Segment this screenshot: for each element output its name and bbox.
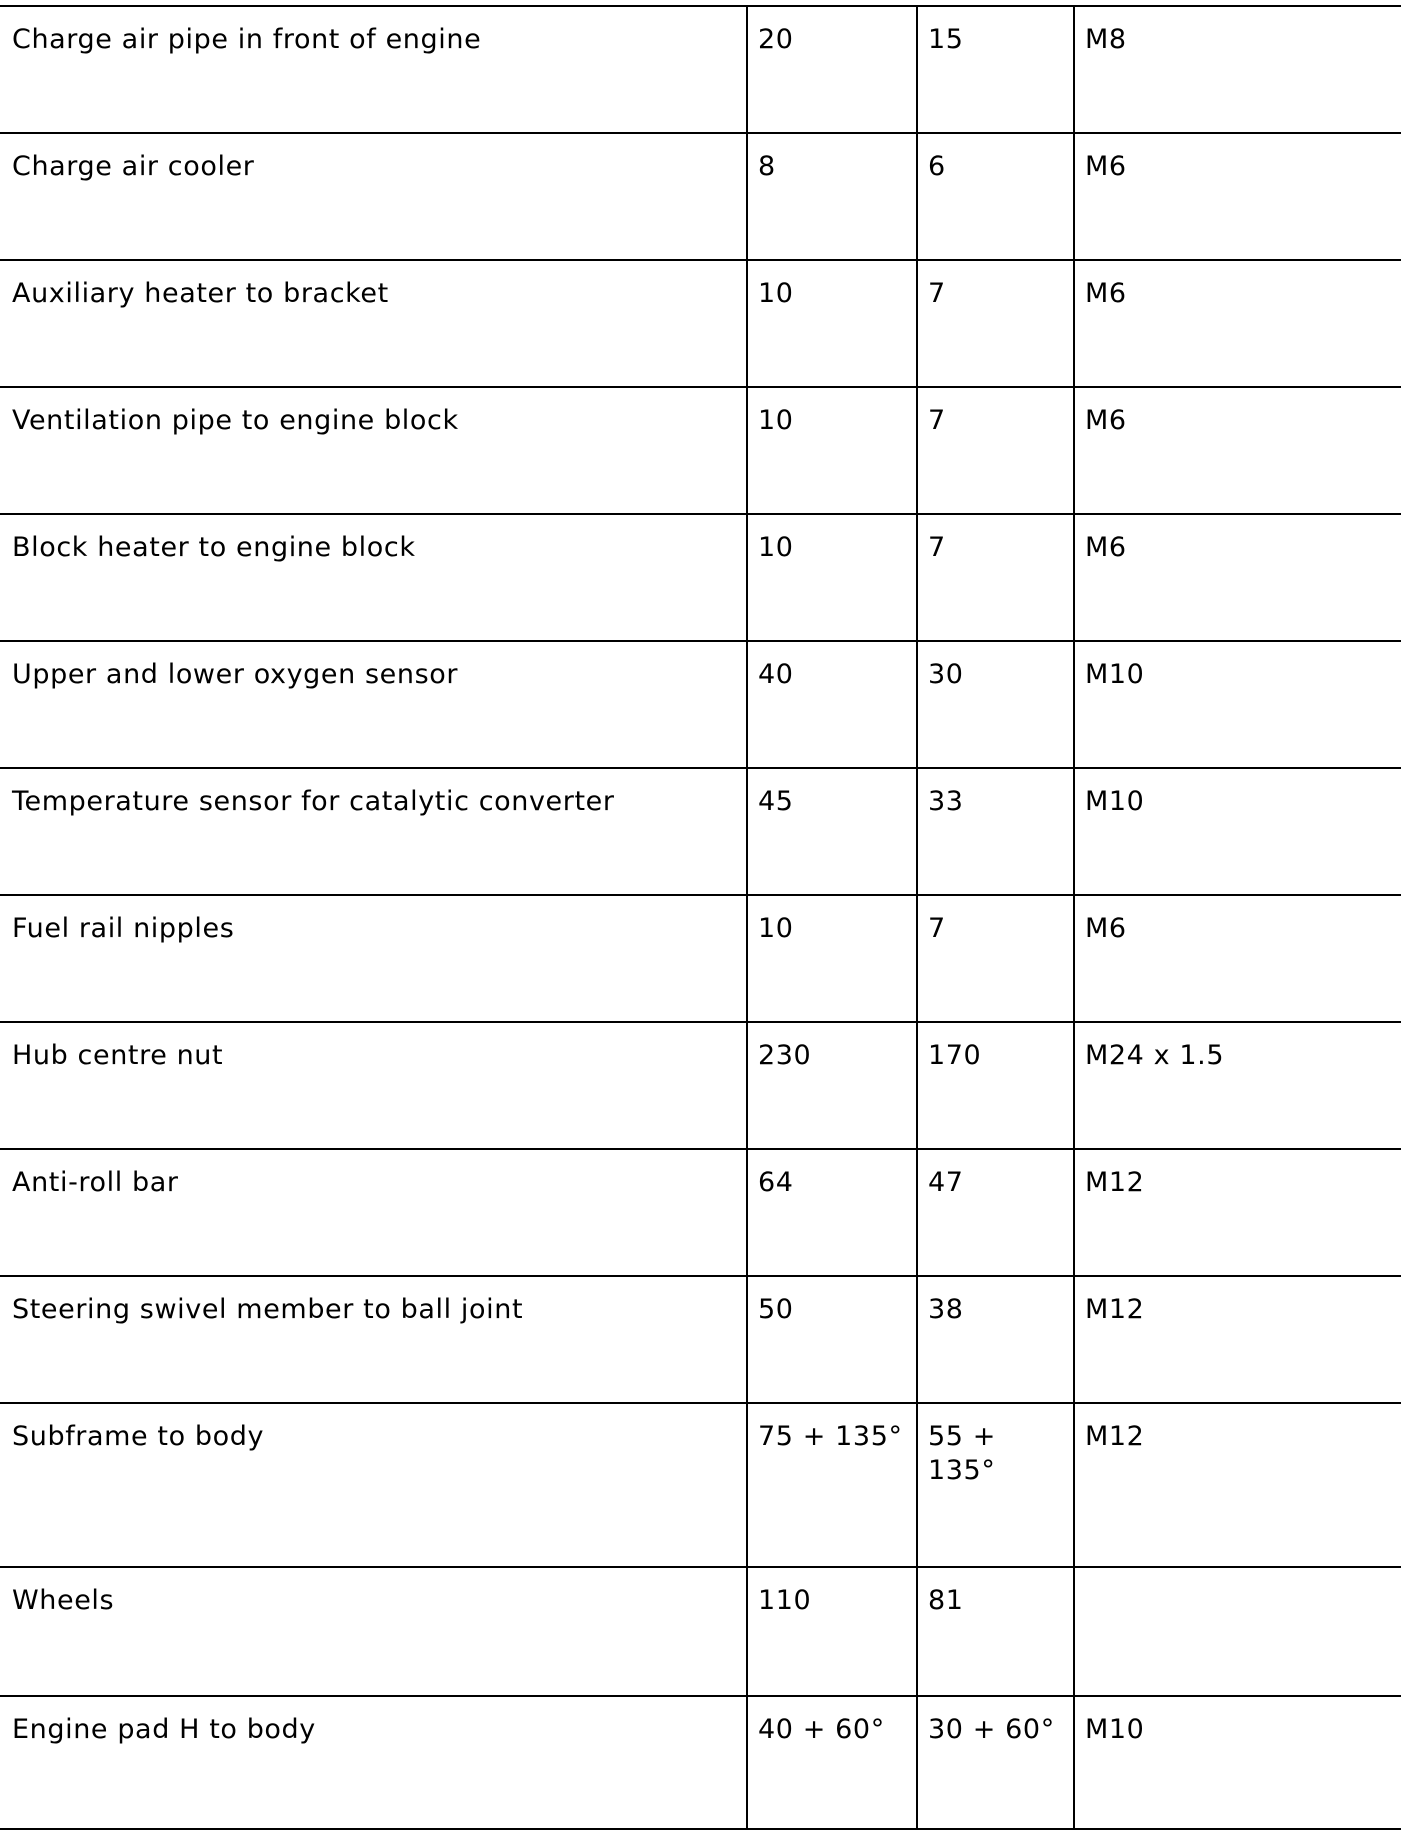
component-cell: Wheels: [0, 1567, 747, 1696]
torque-lbft-cell: 47: [917, 1149, 1074, 1276]
thread-size-cell: M24 x 1.5: [1074, 1022, 1401, 1149]
torque-nm-cell: 8: [747, 133, 917, 260]
table-row: [0, 641, 1401, 768]
table-row: [0, 1403, 1401, 1567]
torque-nm-cell: 20: [747, 6, 917, 133]
component-cell: Engine pad H to body: [0, 1696, 747, 1829]
thread-size-cell: M12: [1074, 1276, 1401, 1403]
torque-nm-cell: 75 + 135°: [747, 1403, 917, 1567]
table-row: [0, 1567, 1401, 1696]
torque-nm-cell: 10: [747, 895, 917, 1022]
torque-lbft-cell: 7: [917, 514, 1074, 641]
torque-lbft-cell: 7: [917, 260, 1074, 387]
component-cell: Steering swivel member to ball joint: [0, 1276, 747, 1403]
table-row: [0, 1022, 1401, 1149]
torque-lbft-cell: 38: [917, 1276, 1074, 1403]
thread-size-cell: [1074, 1567, 1401, 1696]
table-row: [0, 768, 1401, 895]
torque-lbft-cell: 30 + 60°: [917, 1696, 1074, 1829]
table-row: [0, 387, 1401, 514]
component-cell: Ventilation pipe to engine block: [0, 387, 747, 514]
component-cell: Fuel rail nipples: [0, 895, 747, 1022]
table-row: [0, 1149, 1401, 1276]
thread-size-cell: M6: [1074, 514, 1401, 641]
torque-lbft-cell: 7: [917, 387, 1074, 514]
torque-lbft-cell: 33: [917, 768, 1074, 895]
torque-nm-cell: 10: [747, 514, 917, 641]
thread-size-cell: M6: [1074, 387, 1401, 514]
thread-size-cell: M10: [1074, 641, 1401, 768]
table-row: [0, 1696, 1401, 1829]
thread-size-cell: M6: [1074, 895, 1401, 1022]
table-row: [0, 6, 1401, 133]
torque-nm-cell: 230: [747, 1022, 917, 1149]
torque-nm-cell: 64: [747, 1149, 917, 1276]
table-row: [0, 514, 1401, 641]
thread-size-cell: M12: [1074, 1403, 1401, 1567]
thread-size-cell: M10: [1074, 768, 1401, 895]
torque-nm-cell: 10: [747, 260, 917, 387]
torque-lbft-cell: 55 + 135°: [917, 1403, 1074, 1567]
table-row: [0, 1276, 1401, 1403]
torque-nm-cell: 50: [747, 1276, 917, 1403]
thread-size-cell: M8: [1074, 6, 1401, 133]
component-cell: Anti-roll bar: [0, 1149, 747, 1276]
torque-lbft-cell: 6: [917, 133, 1074, 260]
component-cell: Temperature sensor for catalytic converter: [0, 768, 747, 895]
torque-nm-cell: 45: [747, 768, 917, 895]
torque-nm-cell: 10: [747, 387, 917, 514]
table-row: [0, 260, 1401, 387]
thread-size-cell: M10: [1074, 1696, 1401, 1829]
component-cell: Auxiliary heater to bracket: [0, 260, 747, 387]
torque-lbft-cell: 7: [917, 895, 1074, 1022]
component-cell: Charge air cooler: [0, 133, 747, 260]
torque-nm-cell: 40: [747, 641, 917, 768]
thread-size-cell: M12: [1074, 1149, 1401, 1276]
component-cell: Subframe to body: [0, 1403, 747, 1567]
torque-lbft-cell: 30: [917, 641, 1074, 768]
thread-size-cell: M6: [1074, 133, 1401, 260]
table-row: [0, 895, 1401, 1022]
component-cell: Hub centre nut: [0, 1022, 747, 1149]
component-cell: Charge air pipe in front of engine: [0, 6, 747, 133]
thread-size-cell: M6: [1074, 260, 1401, 387]
torque-lbft-cell: 81: [917, 1567, 1074, 1696]
torque-specification-table: [0, 5, 1401, 1830]
torque-lbft-cell: 15: [917, 6, 1074, 133]
component-cell: Block heater to engine block: [0, 514, 747, 641]
component-cell: Upper and lower oxygen sensor: [0, 641, 747, 768]
torque-nm-cell: 40 + 60°: [747, 1696, 917, 1829]
table-row: [0, 133, 1401, 260]
torque-nm-cell: 110: [747, 1567, 917, 1696]
torque-lbft-cell: 170: [917, 1022, 1074, 1149]
